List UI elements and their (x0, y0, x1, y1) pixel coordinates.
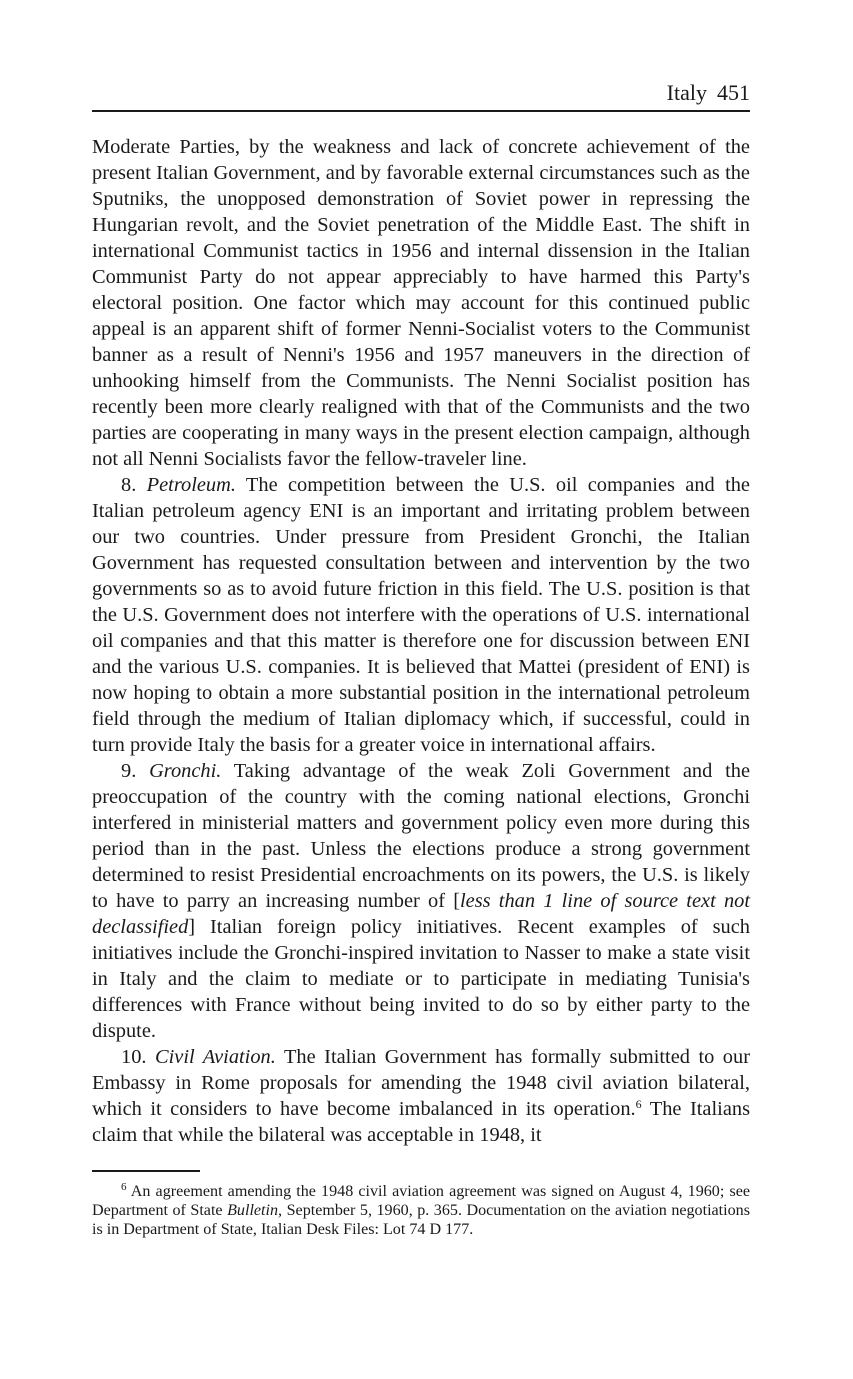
footnote-reference: 6 (635, 1097, 642, 1111)
section-heading-gronchi: Gronchi. (149, 760, 222, 782)
footnote-publication-title: Bulletin, (227, 1202, 283, 1219)
paragraph-gronchi (92, 758, 750, 1044)
paragraph-continued: Moderate Parties, by the weakness and lack of concrete achievement of the present Italian Government, and by favorable external circumstances such as the Sputniks, the unopposed demonstration of Soviet power in repressing the Hungarian revolt, and the Soviet penetration of the Middle East. The shift in international Communist tactics in 1956 and internal dissension in the Italian Communist Party do not appear appreciably to have harmed this Party's electoral position. One factor which may account for this continued public appeal is an apparent shift of former Nenni-Socialist voters to the Communist banner as a result of Nenni's 1956 and 1957 maneuvers in the direction of unhooking himself from the Communists. The Nenni Socialist position has recently been more clearly realigned with that of the Communists and the two parties are cooperating in many ways in the present election campaign, although not all Nenni Socialists favor the fellow-traveler line. (92, 136, 750, 470)
redaction-bracket-close: ] (188, 916, 196, 938)
paragraph-number: 9. (121, 760, 137, 782)
redaction-note: less than 1 line of source text not declassified (92, 890, 750, 938)
paragraph-civil-aviation (92, 1044, 750, 1148)
page-number: 451 (717, 80, 750, 105)
paragraph-text: The competition between the U.S. oil companies and the Italian petroleum agency ENI is an important and irritating problem between our two countries. Under pressure from President Gronchi, the Italian Government has requested consultation between and intervention by the two governments so as to avoid future friction in this field. The U.S. position is that the U.S. Government does not interfere with the operations of U.S. international oil companies and that this matter is therefore one for discussion between ENI and the various U.S. companies. It is believed that Mattei (president of ENI) is now hoping to obtain a more substantial position in the international petroleum field through the medium of Italian diplomacy which, if successful, could in turn provide Italy the basis for a greater voice in international affairs. (92, 474, 750, 756)
footnote-marker: 6 (121, 1181, 127, 1193)
footnote-divider (92, 1170, 200, 1172)
running-header (92, 78, 750, 112)
paragraph-petroleum (92, 472, 750, 758)
paragraph-number: 8. (121, 474, 137, 496)
paragraph-text: Italian foreign policy initiatives. Recent examples of such initiatives include the Gronchi-inspired invitation to Nasser to make a state visit in Italy and the claim to mediate or to participate in mediating Tunisia's differences with France without being invited to do so by either party to the dispute. (92, 916, 750, 1042)
section-heading-civil-aviation: Civil Aviation. (155, 1046, 276, 1068)
running-title: Italy (666, 80, 707, 105)
body-text (92, 134, 750, 1148)
redaction-bracket-open: [ (453, 890, 460, 912)
section-heading-petroleum: Petroleum. (146, 474, 236, 496)
paragraph-number: 10. (121, 1046, 147, 1068)
footnote-text: September 5, 1960, p. 365. Documentation on the aviation negotiations is in Department of State, Italian Desk Files: Lot 74 D 177. (92, 1202, 750, 1238)
document-page (92, 78, 750, 1255)
paragraph-text: The Italian Government has formally submitted to our Embassy in Rome proposals for amending the 1948 civil aviation bilateral, which it considers to have become imbalanced in its operation. (92, 1046, 750, 1120)
footnote (92, 1182, 750, 1239)
paragraph-text: The Italians claim that while the bilateral was acceptable in 1948, it (92, 1098, 750, 1146)
paragraph-text: Taking advantage of the weak Zoli Government and the preoccupation of the country with the coming national elections, Gronchi interfered in ministerial matters and government policy even more during this period than in the past. Unless the elections produce a strong government determined to resist Presidential encroachments on its powers, the U.S. is likely to have to parry an increasing number of (92, 760, 750, 912)
footnote-text: An agreement amending the 1948 civil aviation agreement was signed on August 4, 1960; see Department of State (92, 1183, 750, 1219)
